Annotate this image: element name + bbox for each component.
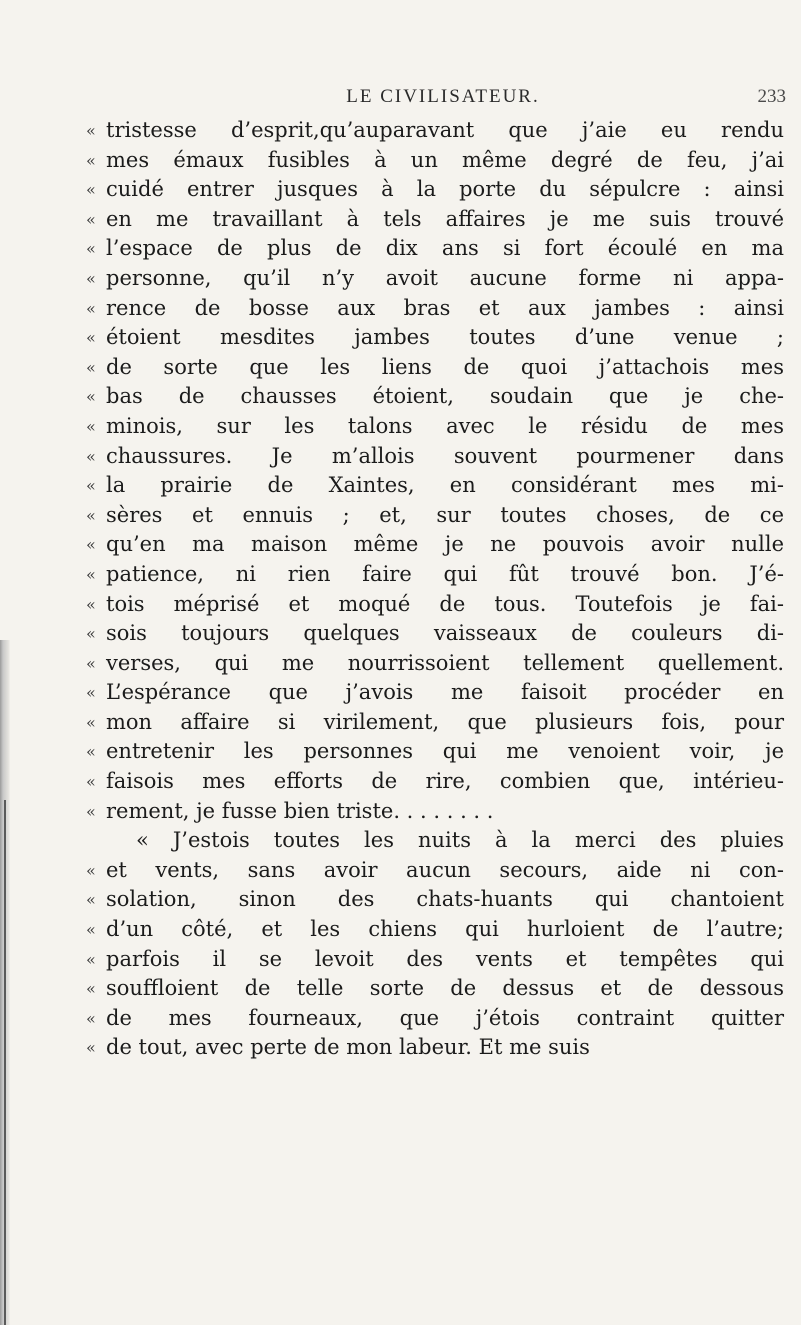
- text-line: [86, 234, 788, 264]
- text-line: [86, 1033, 788, 1063]
- quote-mark: «: [86, 268, 96, 288]
- line-text: et vents, sans avoir aucun secours, aide ni con-: [106, 857, 784, 882]
- line-text: sères et ennuis ; et, sur toutes choses, de ce: [106, 502, 784, 527]
- text-line: [86, 323, 788, 353]
- text-line: [86, 945, 788, 975]
- quote-mark: «: [86, 624, 96, 644]
- quote-mark: «: [86, 239, 96, 259]
- text-line: [86, 353, 788, 383]
- line-text: parfois il se levoit des vents et tempêtes qui: [106, 946, 784, 971]
- line-text: entretenir les personnes qui me venoient voir, je: [106, 739, 784, 764]
- text-line: [86, 678, 788, 708]
- quote-mark: «: [86, 949, 96, 969]
- quote-mark: «: [86, 890, 96, 910]
- quote-mark: «: [86, 801, 96, 821]
- quote-mark: «: [86, 150, 96, 170]
- line-text: minois, sur les talons avec le résidu de mes: [106, 413, 784, 438]
- quote-mark: «: [86, 683, 96, 703]
- quote-mark: «: [86, 1008, 96, 1028]
- text-line: [86, 974, 788, 1004]
- line-text: patience, ni rien faire qui fût trouvé bon. J’é-: [106, 561, 784, 586]
- quote-mark: «: [86, 1038, 96, 1058]
- line-text: de mes fourneaux, que j’étois contraint quitter: [106, 1005, 784, 1030]
- text-line: [86, 294, 788, 324]
- text-line: [86, 619, 788, 649]
- line-text: personne, qu’il n’y avoit aucune forme ni appa-: [106, 265, 784, 290]
- line-text: tristesse d’esprit,qu’auparavant que j’aie eu rendu: [106, 118, 784, 142]
- text-line: [86, 471, 788, 501]
- quote-mark: «: [86, 209, 96, 229]
- quote-mark: «: [86, 979, 96, 999]
- quote-mark: «: [86, 298, 96, 318]
- line-text: sois toujours quelques vaisseaux de couleurs di-: [106, 621, 784, 646]
- quote-mark: «: [86, 712, 96, 732]
- line-text: rence de bosse aux bras et aux jambes : ainsi: [106, 295, 784, 320]
- text-line: [86, 915, 788, 945]
- text-line: [86, 1004, 788, 1034]
- quote-mark: «: [86, 505, 96, 525]
- line-text: de sorte que les liens de quoi j’attachois mes: [106, 354, 784, 379]
- text-line: [86, 501, 788, 531]
- line-text: cuidé entrer jusques à la porte du sépulcre : ainsi: [106, 177, 784, 202]
- quote-mark: «: [86, 772, 96, 792]
- quote-mark: «: [86, 564, 96, 584]
- line-text: verses, qui me nourrissoient tellement quellement.: [106, 650, 784, 675]
- text-line: [86, 146, 788, 176]
- text-line: [86, 412, 788, 442]
- text-line: [86, 530, 788, 560]
- page-header: [90, 86, 796, 112]
- quote-mark: «: [86, 535, 96, 555]
- quote-mark: «: [86, 180, 96, 200]
- quote-mark: «: [86, 387, 96, 407]
- quote-mark: «: [86, 328, 96, 348]
- text-line: [86, 826, 788, 856]
- text-line: [86, 737, 788, 767]
- quote-mark: «: [86, 920, 96, 940]
- line-text: la prairie de Xaintes, en considérant mes mi-: [106, 473, 784, 498]
- text-line: [86, 856, 788, 886]
- quote-mark: «: [86, 416, 96, 436]
- text-line: [86, 767, 788, 797]
- text-line: [86, 442, 788, 472]
- text-line: [86, 649, 788, 679]
- quote-mark: «: [86, 446, 96, 466]
- text-line: [86, 175, 788, 205]
- line-text: bas de chausses étoient, soudain que je che-: [106, 384, 784, 409]
- line-text: tois méprisé et moqué de tous. Toutefois je fai-: [106, 591, 784, 616]
- quote-mark: «: [86, 653, 96, 673]
- text-line: [86, 116, 788, 146]
- line-text: en me travaillant à tels affaires je me suis trouvé: [106, 206, 784, 231]
- page-edge-line: [4, 800, 6, 1325]
- text-line: [86, 708, 788, 738]
- line-text: qu’en ma maison même je ne pouvois avoir nulle: [106, 532, 784, 557]
- text-line: [86, 264, 788, 294]
- quote-mark: «: [86, 860, 96, 880]
- text-line: [86, 590, 788, 620]
- line-text: de tout, avec perte de mon labeur. Et me suis: [106, 1035, 590, 1060]
- line-text: souffloient de telle sorte de dessus et de dessous: [106, 976, 784, 1001]
- text-line: [86, 382, 788, 412]
- quote-mark: «: [86, 357, 96, 377]
- line-text: mes émaux fusibles à un même degré de feu, j’ai: [106, 147, 784, 172]
- text-line: [86, 885, 788, 915]
- quote-mark: «: [86, 742, 96, 762]
- line-text: chaussures. Je m’allois souvent pourmener dans: [106, 443, 784, 468]
- line-text: d’un côté, et les chiens qui hurloient de l’autre;: [106, 917, 784, 942]
- body-text: [86, 116, 788, 1063]
- quote-mark: «: [86, 594, 96, 614]
- line-text: étoient mesdites jambes toutes d’une venue ;: [106, 325, 784, 350]
- text-line: [86, 560, 788, 590]
- line-text: « J’estois toutes les nuits à la merci des pluies: [136, 828, 784, 853]
- line-text: solation, sinon des chats-huants qui chantoient: [106, 887, 784, 912]
- text-line: [86, 797, 788, 827]
- line-text: L’espérance que j’avois me faisoit procéder en: [106, 680, 784, 705]
- quote-mark: «: [86, 476, 96, 496]
- line-text: mon affaire si virilement, que plusieurs fois, pour: [106, 709, 784, 734]
- quote-mark: «: [86, 121, 96, 140]
- page-number: 233: [757, 86, 786, 107]
- line-text: rement, je fusse bien triste. . . . . . . .: [106, 798, 494, 823]
- text-line: [86, 205, 788, 235]
- running-title: LE CIVILISATEUR.: [346, 86, 540, 107]
- line-text: faisois mes efforts de rire, combien que, intérieu-: [106, 769, 784, 794]
- line-text: l’espace de plus de dix ans si fort écoulé en ma: [106, 236, 784, 261]
